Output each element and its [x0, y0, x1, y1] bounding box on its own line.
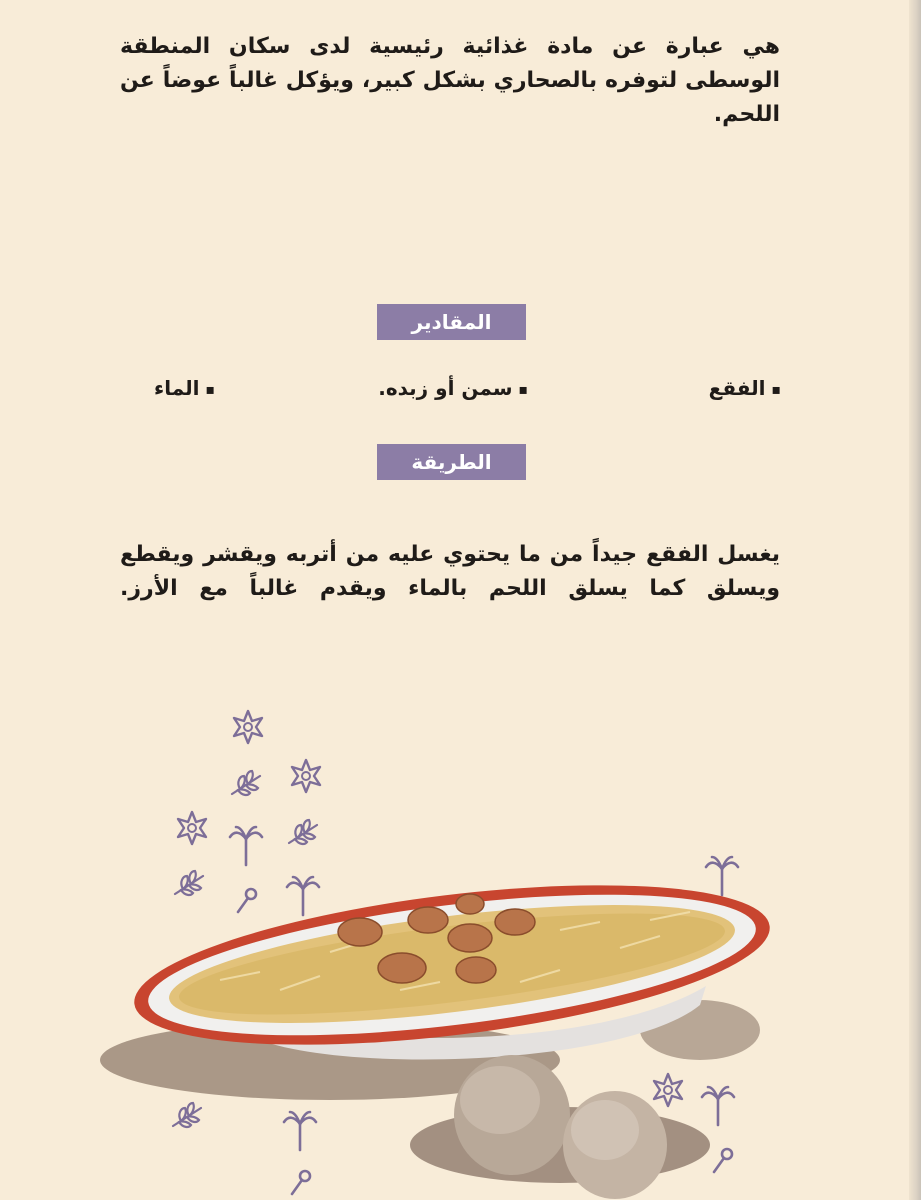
leaf-sprig-icon: [289, 820, 317, 844]
intro-paragraph: هي عبارة عن مادة غذائية رئيسية لدى سكان المنطقة الوسطى لتوفره بالصحاري بشكل كبير، ويؤكل غالباً عوضاً عن اللحم.: [120, 34, 780, 127]
leaf-sprig-icon: [175, 871, 203, 895]
ingredient-item: [709, 376, 781, 400]
bullet-icon: ▪: [205, 381, 215, 398]
bullet-icon: ▪: [518, 381, 528, 398]
flower-icon: [178, 812, 206, 844]
clove-icon: [714, 1149, 732, 1172]
ingredient-label: الفقع: [708, 376, 766, 400]
palm-tree-icon: [284, 1112, 316, 1150]
dish-illustration: [0, 690, 921, 1200]
ingredients-heading: المقادير: [377, 304, 526, 340]
method-heading: الطريقة: [377, 444, 526, 480]
flower-icon: [654, 1074, 682, 1106]
palm-tree-icon: [702, 1087, 734, 1125]
palm-tree-icon: [287, 877, 319, 915]
leaf-sprig-icon: [173, 1103, 201, 1127]
flower-icon: [234, 711, 262, 743]
ingredient-item: [378, 376, 528, 400]
ingredient-item: [154, 376, 215, 400]
ingredient-label: الماء: [153, 376, 200, 400]
clove-icon: [292, 1171, 310, 1194]
bullet-icon: ▪: [771, 381, 781, 398]
palm-tree-icon: [230, 827, 262, 865]
method-paragraph: يغسل الفقع جيداً من ما يحتوي عليه من أتربه ويقشر ويقطع ويسلق كما يسلق اللحم بالماء ويقدم غالباً مع الأرز.: [120, 542, 780, 601]
ingredient-label: سمن أو زبده.: [378, 376, 513, 400]
palm-tree-icon: [706, 857, 738, 895]
clove-icon: [238, 889, 256, 912]
flower-icon: [292, 760, 320, 792]
leaf-sprig-icon: [232, 771, 260, 795]
